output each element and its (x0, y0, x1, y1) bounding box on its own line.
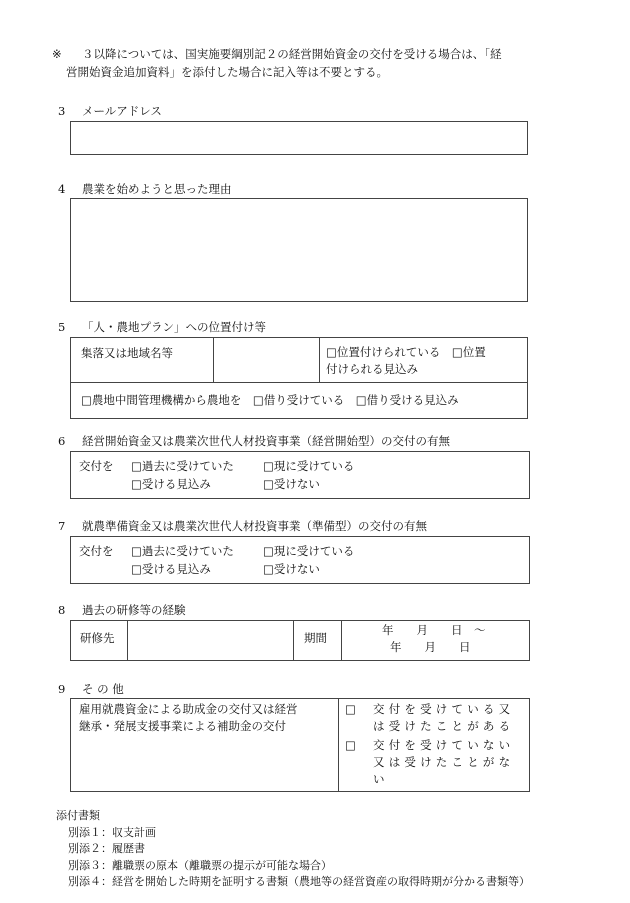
section-5-heading: 5 「人・農地プラン」への位置付け等 (58, 320, 266, 334)
attachment-item: 別添４：経営を開始した時期を証明する書類（農地等の経営資産の取得時期が分かる書類等） (68, 875, 530, 888)
reference-mark: ※ (52, 47, 62, 61)
section-7-option-none[interactable]: □受けない (263, 562, 320, 576)
section-8-heading: 8 過去の研修等の経験 (58, 603, 186, 617)
section-6-option-past[interactable]: □過去に受けていた (131, 459, 234, 473)
attachments-title: 添付書類 (56, 809, 100, 822)
section-5-title: 「人・農地プラン」への位置付け等 (82, 320, 266, 334)
section-7-title: 就農準備資金又は農業次世代人材投資事業（準備型）の交付の有無 (82, 519, 427, 533)
farmland-lease-options[interactable]: □農地中間管理機構から農地を □借り受けている □借り受ける見込み (71, 383, 528, 419)
section-9-title: そ の 他 (82, 682, 124, 696)
section-6-title: 経営開始資金又は農業次世代人材投資事業（経営開始型）の交付の有無 (82, 434, 450, 448)
section-7-label: 交付を (79, 544, 114, 558)
training-place-label: 研修先 (71, 621, 128, 661)
attachment-item: 別添１：収支計画 (68, 825, 156, 839)
period-end: 年 月 日 (390, 640, 471, 655)
positioning-option-line-1[interactable]: □位置付けられている □位置 (326, 345, 486, 359)
subsidy-option-not-received[interactable]: □ 交付を受けていない 又は受けたことがな い (345, 738, 515, 786)
section-6-heading: 6 経営開始資金又は農業次世代人材投資事業（経営開始型）の交付の有無 (58, 434, 450, 448)
section-6-box (70, 451, 530, 499)
note-line-1: ３以降については、国実施要綱別記２の経営開始資金の交付を受ける場合は、「経 (82, 47, 502, 61)
positioning-options (320, 338, 528, 383)
subsidy-description-line-2: 継承・発展支援事業による補助金の交付 (79, 719, 286, 734)
section-7-box (70, 536, 530, 584)
email-field[interactable] (70, 121, 528, 155)
reason-textarea[interactable] (70, 198, 528, 302)
section-8-title: 過去の研修等の経験 (82, 603, 186, 617)
section-3-heading: 3 メールアドレス (58, 104, 162, 118)
section-4-title: 農業を始めようと思った理由 (82, 182, 232, 196)
section-7-option-current[interactable]: □現に受けている (263, 544, 355, 558)
region-name-field[interactable] (214, 338, 320, 383)
attachments (56, 808, 530, 891)
checkbox-received[interactable]: □ (345, 702, 356, 716)
section-7-heading: 7 就農準備資金又は農業次世代人材投資事業（準備型）の交付の有無 (58, 519, 427, 533)
section-5-table (70, 337, 528, 419)
note-line-2: 営開始資金追加資料」を添付した場合に記入等は不要とする。 (66, 65, 388, 79)
checkbox-not-received[interactable]: □ (345, 738, 356, 752)
subsidy-options (339, 699, 530, 792)
subsidy-description (71, 699, 339, 792)
section-3-title: メールアドレス (82, 104, 162, 118)
attachment-item: 別添２：履歴書 (68, 842, 145, 855)
subsidy-description-line-1: 雇用就農資金による助成金の交付又は経営 (79, 702, 298, 716)
section-4-heading: 4 農業を始めようと思った理由 (58, 182, 232, 196)
section-6-option-current[interactable]: □現に受けている (263, 459, 355, 473)
section-6-label: 交付を (79, 459, 114, 473)
training-place-field[interactable] (128, 621, 294, 661)
positioning-option-line-2: 付けられる見込み (326, 362, 418, 377)
attachment-item: 別添３：離職票の原本（離職票の提示が可能な場合） (68, 858, 332, 872)
region-label: 集落又は地域名等 (71, 338, 214, 383)
period-label: 期間 (294, 621, 342, 661)
section-7-option-expected[interactable]: □受ける見込み (131, 562, 211, 576)
section-7-option-past[interactable]: □過去に受けていた (131, 544, 234, 558)
section-9-heading: 9 そ の 他 (58, 682, 124, 696)
period-start: 年 月 日 ～ (382, 623, 486, 637)
section-6-option-none[interactable]: □受けない (263, 477, 320, 491)
section-8-table (70, 620, 530, 661)
subsidy-option-received[interactable]: □ 交付を受けている又 は受けたことがある (345, 702, 515, 733)
section-9-table (70, 698, 530, 792)
period-field[interactable] (342, 621, 530, 661)
section-6-option-expected[interactable]: □受ける見込み (131, 477, 211, 491)
